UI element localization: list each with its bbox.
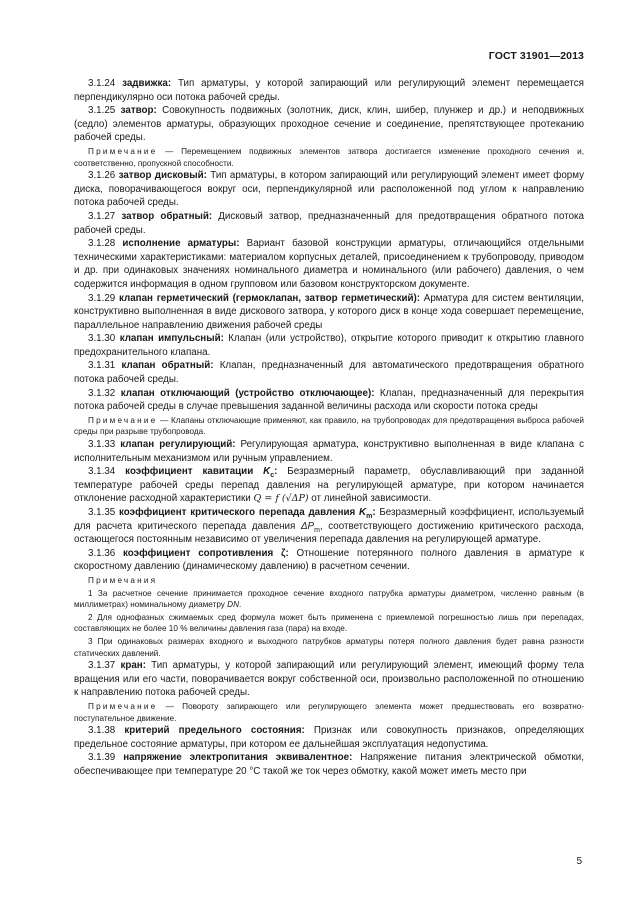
entry-3-1-38: 3.1.38 критерий предельного состояния: Признак или совокупность признаков, определяющих предельное состояние арматуры, при котором ее дальнейшая эксплуатация недопустима.	[74, 725, 584, 750]
formula-flow-characteristic: Q = f (√ΔP)	[253, 493, 309, 505]
note-item-2: 2 Для однофазных сжимаемых сред формула может быть применена с приемлемой погрешностью лишь при перепадах, составляющих не более 10 % величины давления газа (пара) на входе.	[74, 612, 584, 634]
document-body	[74, 77, 584, 778]
entry-3-1-36: 3.1.36 коэффициент сопротивления ζ: Отношение потерянного полного давления в арматуре к скоростному давлению (динамическому давлению) в расчетном сечении.	[74, 547, 584, 573]
standard-header: ГОСТ 31901—2013	[488, 50, 584, 62]
entry-3-1-32: 3.1.32 клапан отключающий (устройство отключающее): Клапан, предназначенный для перекрытия потока рабочей среды в случае превышения заданной величины расхода или скорости потока среды	[74, 387, 584, 413]
note-3-1-37: Примечание — Повороту запирающего или регулирующего элемента может предшествовать его возвратно-поступательное движение.	[74, 701, 584, 723]
note-3-1-25: Примечание — Перемещением подвижных элементов затвора достигается изменение проходного сечения и, соответственно, пропускной способности.	[74, 146, 584, 168]
notes-title: Примечания	[88, 575, 158, 585]
entry-3-1-39: 3.1.39 напряжение электропитания эквивалентное: Напряжение питания электрической обмотки, обеспечивающее при температуре 20 °С такой же ток через обмотку, какой может иметь место при	[74, 752, 584, 777]
note-item-3: 3 При одинаковых размерах входного и выходного патрубков арматуры потеря полного давления будет равна разности статических давлений.	[74, 636, 584, 658]
note-item-1: 1 За расчетное сечение принимается проходное сечение входного патрубка арматуры диаметром, численно равным (в миллиметрах) номинальному диаметру DN.	[74, 588, 584, 610]
entry-3-1-34: 3.1.34 коэффициент кавитации $K_c$: Безразмерный параметр, обуславливающий при заданной температуре рабочей среды перепад давления на регулирующей арматуре, при котором начинается отклонение расходной характеристики Q = f (√ΔP) от линейной зависимости.	[74, 466, 584, 505]
entry-3-1-33: 3.1.33 клапан регулирующий: Регулирующая арматура, конструктивно выполненная в виде клапана с исполнительным механизмом или ручным управлением.	[74, 439, 584, 464]
entry-3-1-37: 3.1.37 кран: Тип арматуры, у которой запирающий или регулирующий элемент, имеющий форму тела вращения или его части, поворачивается вокруг собственной оси, произвольно расположенной по отношению к направлению потока рабочей среды.	[74, 660, 585, 699]
note-3-1-32: Примечание — Клапаны отключающие применяют, как правило, на трубопроводах для предотвращения выброса рабочей среды при разрыве трубопровода.	[74, 415, 584, 437]
entry-3-1-24: 3.1.24 задвижка: Тип арматуры, у которой запирающий или регулирующий элемент перемещается перпендикулярно оси потока рабочей среды.	[74, 78, 584, 103]
page-number: 5	[576, 856, 582, 867]
entry-3-1-30: 3.1.30 клапан импульсный: Клапан (или устройство), открытие которого приводит к открытию главного предохранительного клапана.	[74, 333, 584, 358]
entry-3-1-29: 3.1.29 клапан герметический (гермоклапан, затвор герметический): Арматура для систем вентиляции, конструктивно выполненная в виде дискового затвора, у которого диск в конце хода совершает перемещение, параллельное направлению движения рабочей среды	[74, 292, 584, 331]
entry-3-1-27: 3.1.27 затвор обратный: Дисковый затвор, предназначенный для предотвращения обратного потока рабочей среды.	[74, 210, 584, 236]
entry-3-1-26: 3.1.26 затвор дисковый: Тип арматуры, в котором запирающий или регулирующий элемент имеет форму диска, поворачивающегося вокруг оси, перпендикулярной или расположенной под углом к направлению потока рабочей среды.	[74, 170, 584, 209]
entry-3-1-28: 3.1.28 исполнение арматуры: Вариант базовой конструкции арматуры, отличающийся отдельными техническими характеристиками: материалом корпусных деталей, присоединением к трубопроводу, приводом и др. при одинаковых значениях номинального диаметра и номинального (или рабочего) давления, о чем содержится информация в одном групповом или базовом конструкторском документе.	[74, 238, 584, 290]
entry-3-1-25: 3.1.25 затвор: Совокупность подвижных (золотник, диск, клин, шибер, плунжер и др.) и неподвижных (седло) элементов арматуры, образующих проходное сечение и соединение, препятствующее протеканию рабочей среды.	[74, 105, 584, 144]
entry-3-1-35: 3.1.35 коэффициент критического перепада давления $K_m$: Безразмерный коэффициент, используемый для расчета критического перепада давления $\Delta P_m$, соответствующего достижению критического расхода, остающегося постоянным независимо от увеличения перепада давления на регулирующей арматуре.	[74, 507, 585, 546]
entry-3-1-31: 3.1.31 клапан обратный: Клапан, предназначенный для автоматического предотвращения обратного потока рабочей среды.	[74, 360, 584, 386]
